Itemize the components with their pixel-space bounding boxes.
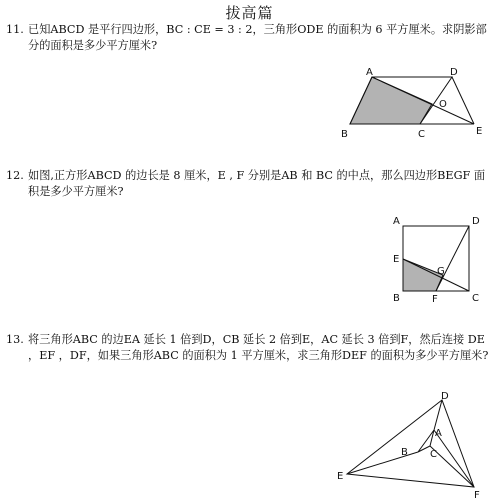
triangle-figure: [330, 390, 499, 501]
label-d: D: [450, 67, 458, 78]
segment-fd: [436, 226, 469, 291]
label-a: A: [393, 216, 400, 227]
problem-13: [6, 332, 494, 364]
segment-ad: [434, 400, 442, 430]
label-e: E: [476, 126, 483, 137]
label-d: D: [441, 391, 449, 402]
problem-number: 12.: [6, 169, 24, 182]
parallelogram-figure: [330, 60, 499, 145]
label-e: E: [393, 254, 400, 265]
label-c: C: [430, 449, 437, 460]
label-e: E: [337, 471, 344, 482]
label-c: C: [418, 129, 425, 140]
label-f: F: [474, 490, 480, 501]
problem-number: 13.: [6, 333, 24, 346]
label-f: F: [432, 294, 438, 305]
segment-de: [452, 77, 474, 124]
label-a: A: [435, 428, 442, 439]
problem-text: 已知ABCD 是平行四边形，BC : CE = 3 : 2，三角形ODE 的面积为 6 平方厘米。求阴影部分的面积是多少平方厘米?: [28, 23, 487, 52]
problem-number: 11.: [6, 23, 24, 36]
triangle-def: [347, 400, 474, 487]
label-b: B: [341, 129, 348, 140]
problem-11: [6, 22, 494, 54]
label-g: G: [437, 266, 445, 277]
problem-text: 如图,正方形ABCD 的边长是 8 厘米，E , F 分别是AB 和 BC 的中点，那么四边形BEGF 面积是多少平方厘米?: [28, 169, 486, 198]
label-o: O: [439, 99, 447, 110]
label-a: A: [366, 67, 373, 78]
label-b: B: [401, 447, 408, 458]
section-title: 拔高篇: [225, 4, 274, 22]
square-figure: [388, 210, 488, 305]
label-c: C: [472, 293, 479, 304]
label-b: B: [393, 293, 400, 304]
label-d: D: [472, 216, 480, 227]
problem-12: [6, 168, 494, 200]
shaded-region: [350, 77, 432, 124]
problem-text: 将三角形ABC 的边EA 延长 1 倍到D，CB 延长 2 倍到E，AC 延长 3 倍到F，然后连接 DE ，EF ，DF，如果三角形ABC 的面积为 1 平方厘米，求三角形DEF 的面积为多少平方厘米?: [28, 333, 489, 362]
